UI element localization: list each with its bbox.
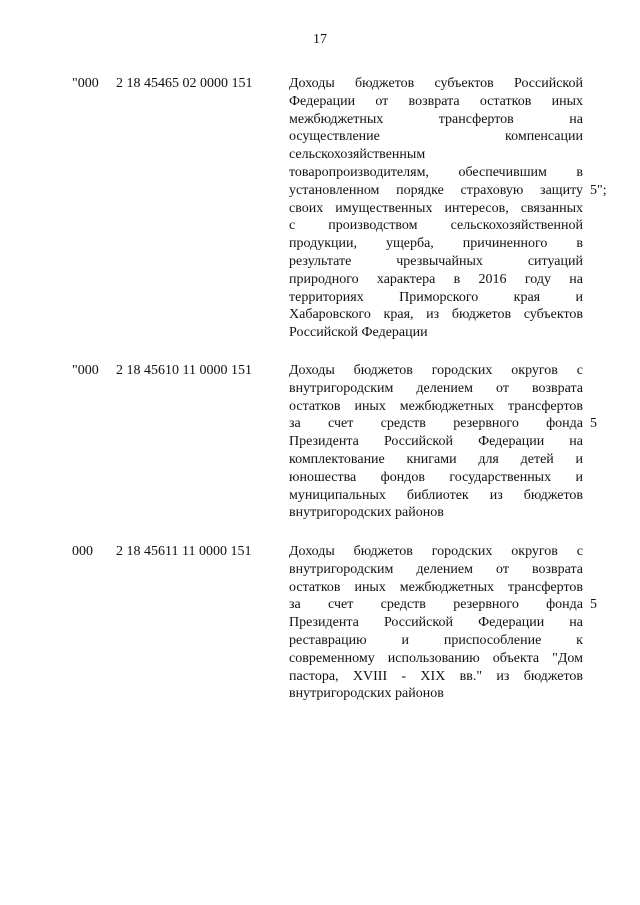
description-line: своих имущественных интересов, связанных xyxy=(289,200,583,216)
description-line: за счет средств резервного фонда xyxy=(289,416,583,432)
description-line: территориях Приморского края и xyxy=(289,289,583,305)
description-line: муниципальных библиотек из бюджетов xyxy=(289,487,583,503)
description-line: Российской Федерации xyxy=(289,325,428,341)
description-line: продукции, ущерба, причиненного в xyxy=(289,236,583,252)
description-line: реставрацию и приспособление к xyxy=(289,632,583,648)
row-description xyxy=(289,362,583,522)
description-line: Президента Российской Федерации на xyxy=(289,615,583,631)
admin-code: "000 xyxy=(72,363,99,378)
income-code: 2 18 45610 11 0000 151 xyxy=(116,363,252,378)
description-line: Доходы бюджетов городских округов с xyxy=(289,363,583,378)
amount-value: 5"; xyxy=(590,183,607,198)
description-line: Доходы бюджетов городских округов с xyxy=(289,544,583,559)
description-line: внутригородских районов xyxy=(289,505,444,521)
description-line: внутригородских районов xyxy=(289,686,444,702)
income-code: 2 18 45465 02 0000 151 xyxy=(116,76,253,91)
description-line: остатков иных межбюджетных трансфертов xyxy=(289,398,583,414)
description-line: Хабаровского края, из бюджетов субъектов xyxy=(289,307,583,323)
description-line: внутригородским делением от возврата xyxy=(289,380,583,396)
description-line: установленном порядке страховую защиту xyxy=(289,182,583,198)
page-number: 17 xyxy=(313,32,327,47)
description-line: товаропроизводителям, обеспечившим в xyxy=(289,164,583,180)
description-line: внутригородским делением от возврата xyxy=(289,561,583,577)
description-line: межбюджетных трансфертов на xyxy=(289,111,583,127)
amount-value: 5 xyxy=(590,597,597,612)
description-line: комплектование книгами для детей и xyxy=(289,451,583,467)
description-line: осуществление компенсации xyxy=(289,129,583,145)
description-line: сельскохозяйственным xyxy=(289,147,426,163)
row-description xyxy=(289,543,583,703)
admin-code: "000 xyxy=(72,76,99,91)
description-line: Президента Российской Федерации на xyxy=(289,434,583,450)
admin-code: 000 xyxy=(72,544,93,559)
amount-value: 5 xyxy=(590,416,597,431)
description-line: с производством сельскохозяйственной xyxy=(289,218,583,234)
description-line: за счет средств резервного фонда xyxy=(289,597,583,613)
description-line: современному использованию объекта "Дом xyxy=(289,650,583,666)
income-code: 2 18 45611 11 0000 151 xyxy=(116,544,252,559)
row-description xyxy=(289,75,583,342)
description-line: остатков иных межбюджетных трансфертов xyxy=(289,579,583,595)
description-line: результате чрезвычайных ситуаций xyxy=(289,253,583,269)
description-line: Федерации от возврата остатков иных xyxy=(289,93,583,109)
description-line: природного характера в 2016 году на xyxy=(289,271,583,287)
description-line: пастора, XVIII - XIX вв." из бюджетов xyxy=(289,668,583,684)
description-line: юношества фондов государственных и xyxy=(289,469,583,485)
description-line: Доходы бюджетов субъектов Российской xyxy=(289,76,583,91)
